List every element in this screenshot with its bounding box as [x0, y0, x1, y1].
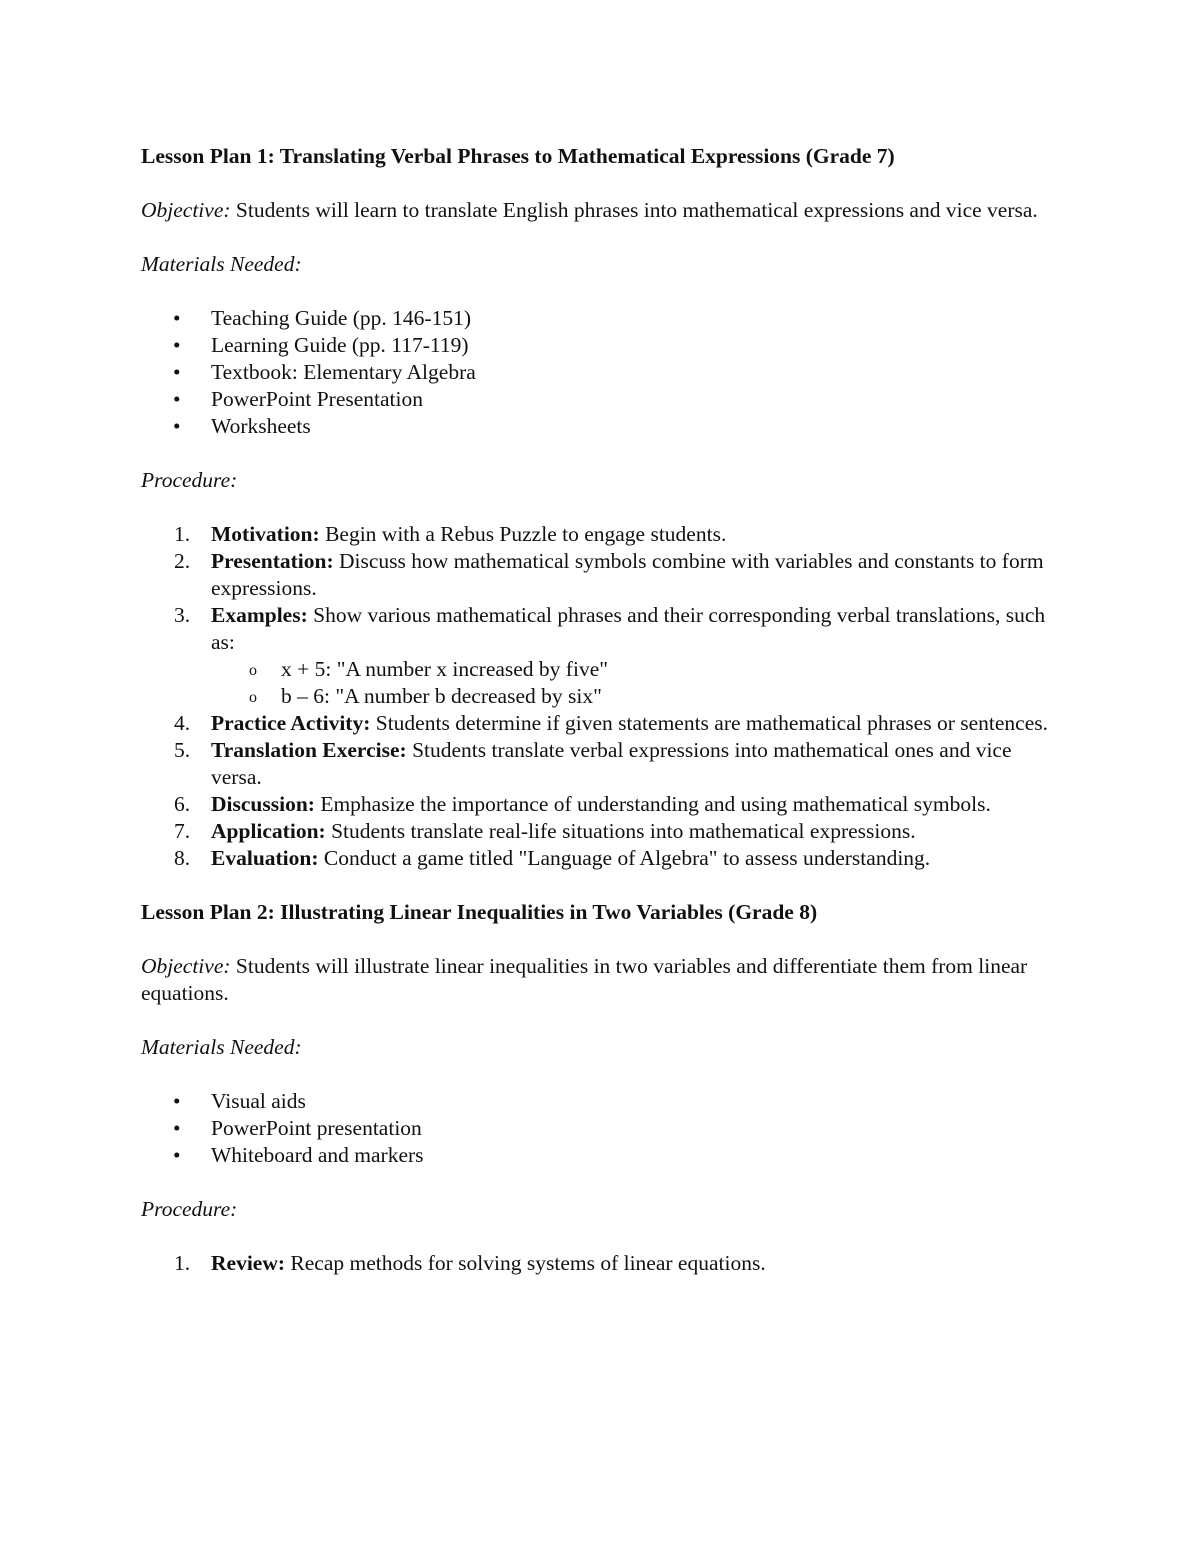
procedure-step — [141, 521, 1060, 548]
materials-item — [141, 305, 1060, 332]
objective-text: Students will illustrate linear inequalities in two variables and differentiate them from linear equations. — [141, 954, 1028, 1005]
step-text: Students determine if given statements are mathematical phrases or sentences. — [370, 711, 1048, 735]
example-item — [141, 656, 1060, 683]
materials-item — [141, 386, 1060, 413]
materials-item-text: Whiteboard and markers — [211, 1143, 424, 1167]
materials-item-text: Worksheets — [211, 414, 311, 438]
step-number: 3. — [174, 603, 191, 627]
objective-paragraph — [141, 953, 1060, 1007]
lesson-plan-1 — [141, 143, 1060, 872]
bullet-icon: • — [173, 333, 181, 357]
step-text: Students translate real-life situations into mathematical expressions. — [325, 819, 916, 843]
circle-bullet-icon: o — [249, 662, 257, 679]
step-label: Evaluation: — [211, 846, 319, 870]
procedure-label: Procedure: — [141, 1197, 238, 1221]
procedure-step — [141, 818, 1060, 845]
materials-item-text: Visual aids — [211, 1089, 306, 1113]
bullet-icon: • — [173, 387, 181, 411]
procedure-step — [141, 602, 1060, 710]
lesson-plan-2-title: Lesson Plan 2: Illustrating Linear Inequalities in Two Variables (Grade 8) — [141, 900, 818, 924]
objective-paragraph — [141, 197, 1060, 224]
step-text: Emphasize the importance of understanding and using mathematical symbols. — [314, 792, 991, 816]
procedure-label: Procedure: — [141, 468, 238, 492]
step-text: Recap methods for solving systems of linear equations. — [285, 1251, 766, 1275]
procedure-step — [141, 791, 1060, 818]
step-number: 8. — [174, 846, 191, 870]
objective-label: Objective: — [141, 198, 231, 222]
procedure-list — [141, 521, 1060, 872]
step-text: Discuss how mathematical symbols combine with variables and constants to form expressions. — [211, 549, 1044, 600]
example-text: x + 5: "A number x increased by five" — [281, 657, 609, 681]
step-text: Begin with a Rebus Puzzle to engage students. — [319, 522, 727, 546]
step-number: 2. — [174, 549, 191, 573]
example-item — [141, 683, 1060, 710]
objective-text: Students will learn to translate English phrases into mathematical expressions and vice versa. — [230, 198, 1038, 222]
procedure-step — [141, 737, 1060, 791]
lesson-plan-1-title: Lesson Plan 1: Translating Verbal Phrases to Mathematical Expressions (Grade 7) — [141, 144, 895, 168]
materials-item — [141, 1142, 1060, 1169]
step-number: 5. — [174, 738, 191, 762]
circle-bullet-icon: o — [249, 689, 257, 706]
materials-list — [141, 305, 1060, 440]
materials-label: Materials Needed: — [141, 1035, 302, 1059]
bullet-icon: • — [173, 1089, 181, 1113]
step-label: Practice Activity: — [211, 711, 371, 735]
bullet-icon: • — [173, 414, 181, 438]
step-number: 1. — [174, 522, 191, 546]
procedure-list — [141, 1250, 1060, 1277]
step-number: 4. — [174, 711, 191, 735]
bullet-icon: • — [173, 1143, 181, 1167]
step-label: Discussion: — [211, 792, 315, 816]
materials-item — [141, 359, 1060, 386]
materials-item — [141, 413, 1060, 440]
procedure-step — [141, 548, 1060, 602]
step-label: Motivation: — [211, 522, 320, 546]
procedure-step — [141, 1250, 1060, 1277]
materials-item-text: Learning Guide (pp. 117-119) — [211, 333, 469, 357]
materials-item-text: Textbook: Elementary Algebra — [211, 360, 476, 384]
materials-item-text: PowerPoint presentation — [211, 1116, 422, 1140]
materials-item-text: Teaching Guide (pp. 146-151) — [211, 306, 472, 330]
example-text: b – 6: "A number b decreased by six" — [281, 684, 602, 708]
materials-item-text: PowerPoint Presentation — [211, 387, 423, 411]
step-label: Translation Exercise: — [211, 738, 407, 762]
bullet-icon: • — [173, 306, 181, 330]
step-number: 7. — [174, 819, 191, 843]
bullet-icon: • — [173, 360, 181, 384]
examples-sublist — [211, 656, 1060, 710]
materials-item — [141, 1088, 1060, 1115]
step-text: Conduct a game titled "Language of Algebra" to assess understanding. — [318, 846, 931, 870]
bullet-icon: • — [173, 1116, 181, 1140]
procedure-step — [141, 710, 1060, 737]
materials-item — [141, 1115, 1060, 1142]
step-label: Application: — [211, 819, 326, 843]
lesson-plan-2 — [141, 899, 1060, 1277]
procedure-step — [141, 845, 1060, 872]
materials-list — [141, 1088, 1060, 1169]
step-text: Show various mathematical phrases and their corresponding verbal translations, such as: — [211, 603, 1046, 654]
step-text: Students translate verbal expressions into mathematical ones and vice versa. — [211, 738, 1012, 789]
step-label: Review: — [211, 1251, 286, 1275]
materials-label: Materials Needed: — [141, 252, 302, 276]
step-number: 6. — [174, 792, 191, 816]
objective-label: Objective: — [141, 954, 231, 978]
step-label: Examples: — [211, 603, 308, 627]
step-number: 1. — [174, 1251, 191, 1275]
step-label: Presentation: — [211, 549, 334, 573]
materials-item — [141, 332, 1060, 359]
